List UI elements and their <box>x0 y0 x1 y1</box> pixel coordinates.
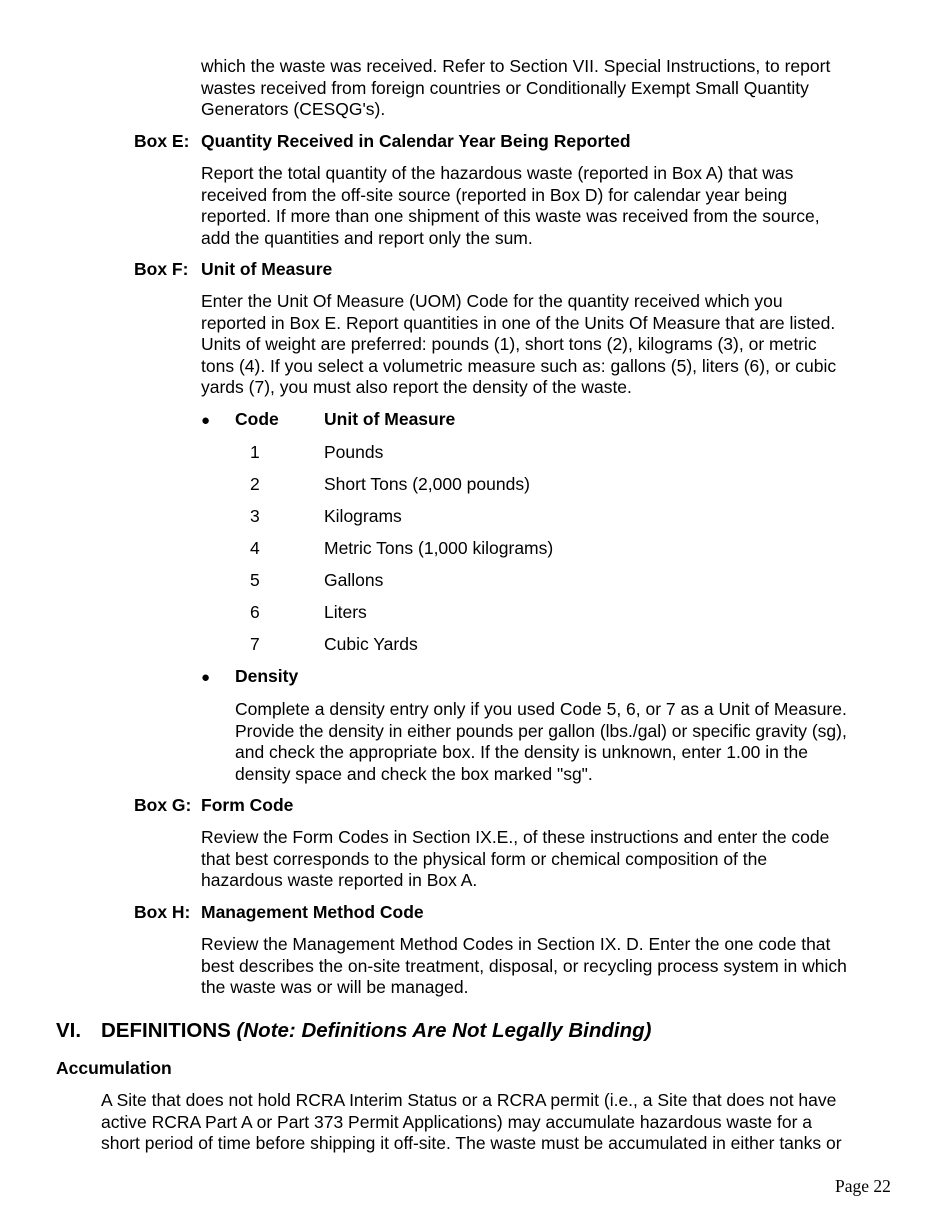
text-line: Units of weight are preferred: pounds (1), short tons (2), kilograms (3), or metric <box>201 334 817 354</box>
box-h-paragraph <box>201 934 901 999</box>
uom-code: 3 <box>250 506 260 526</box>
box-g-title: Form Code <box>201 795 294 815</box>
uom-code: 2 <box>250 474 260 494</box>
box-g-heading <box>134 795 293 817</box>
uom-header-code: Code <box>235 409 279 429</box>
uom-unit: Short Tons (2,000 pounds) <box>324 474 530 494</box>
text-line: received from the off-site source (reported in Box D) for calendar year being <box>201 184 788 205</box>
intro-paragraph <box>201 56 901 121</box>
uom-table-header <box>201 409 279 432</box>
density-heading <box>201 666 298 689</box>
text-line: Enter the Unit Of Measure (UOM) Code for the quantity received which you <box>201 291 783 311</box>
box-g-paragraph <box>201 827 901 892</box>
box-g-label: Box G: <box>134 795 192 815</box>
box-e-title: Quantity Received in Calendar Year Being Reported <box>201 131 631 151</box>
text-line: short period of time before shipping it off-site. The waste must be accumulated in either tanks or <box>101 1133 842 1153</box>
box-h-label: Box H: <box>134 902 191 922</box>
density-title: Density <box>235 666 299 686</box>
text-line: which the waste was received. Refer to Section VII. Special Instructions, to report <box>201 56 831 76</box>
section-number: VI. <box>56 1019 82 1042</box>
uom-header-unit: Unit of Measure <box>324 409 456 429</box>
text-line: hazardous waste reported in Box A. <box>201 870 478 890</box>
text-line: the waste was or will be managed. <box>201 977 469 997</box>
text-line: Complete a density entry only if you used Code 5, 6, or 7 as a Unit of Measure. <box>235 699 847 719</box>
uom-code: 6 <box>250 602 260 622</box>
uom-unit: Gallons <box>324 570 384 590</box>
text-line: active RCRA Part A or Part 373 Permit Applications) may accumulate hazardous waste for a <box>101 1111 813 1132</box>
text-line: reported. If more than one shipment of this waste was received from the source, <box>201 206 820 226</box>
box-f-label: Box F: <box>134 259 189 279</box>
text-line: Provide the density in either pounds per gallon (lbs./gal) or specific gravity (sg), <box>235 720 847 741</box>
text-line: density space and check the box marked "sg". <box>235 763 593 784</box>
page-number: Page 22 <box>835 1176 891 1196</box>
text-line: Review the Management Method Codes in Section IX. D. Enter the one code that <box>201 934 831 954</box>
density-paragraph <box>235 699 915 785</box>
text-line: A Site that does not hold RCRA Interim Status or a RCRA permit (i.e., a Site that does not have <box>101 1090 837 1110</box>
text-line: and check the appropriate box. If the density is unknown, enter 1.00 in the <box>235 742 809 762</box>
text-line: that best corresponds to the physical form or chemical composition of the <box>201 848 768 869</box>
text-line: best describes the on-site treatment, disposal, or recycling process system in which <box>201 955 847 976</box>
section-title: DEFINITIONS <box>101 1019 231 1042</box>
uom-code: 5 <box>250 570 260 590</box>
uom-unit: Cubic Yards <box>324 634 418 654</box>
uom-unit: Pounds <box>324 442 384 462</box>
definition-paragraph <box>101 1090 921 1155</box>
uom-unit: Liters <box>324 602 367 622</box>
text-line: yards (7), you must also report the density of the waste. <box>201 377 632 397</box>
box-e-heading <box>134 131 631 153</box>
text-line: add the quantities and report only the sum. <box>201 227 533 248</box>
box-f-title: Unit of Measure <box>201 259 333 279</box>
uom-code: 7 <box>250 634 260 654</box>
uom-unit: Kilograms <box>324 506 402 526</box>
text-line: Review the Form Codes in Section IX.E., of these instructions and enter the code <box>201 827 830 847</box>
text-line: Generators (CESQG's). <box>201 99 386 119</box>
text-line: Report the total quantity of the hazardous waste (reported in Box A) that was <box>201 163 794 183</box>
text-line: wastes received from foreign countries or Conditionally Exempt Small Quantity <box>201 77 809 98</box>
section-heading <box>56 1020 651 1042</box>
box-f-paragraph <box>201 291 901 399</box>
box-h-heading <box>134 902 424 924</box>
text-line: reported in Box E. Report quantities in one of the Units Of Measure that are listed. <box>201 312 836 333</box>
bullet-icon: ● <box>201 412 211 429</box>
definition-heading: Accumulation <box>56 1058 172 1078</box>
text-line: tons (4). If you select a volumetric measure such as: gallons (5), liters (6), or cubic <box>201 355 837 376</box>
box-e-paragraph <box>201 163 901 249</box>
uom-code: 1 <box>250 442 260 462</box>
box-h-title: Management Method Code <box>201 902 424 922</box>
uom-code: 4 <box>250 538 260 558</box>
section-note: (Note: Definitions Are Not Legally Binding) <box>236 1019 652 1042</box>
bullet-icon: ● <box>201 669 211 686</box>
box-f-heading <box>134 259 332 281</box>
uom-unit: Metric Tons (1,000 kilograms) <box>324 538 554 558</box>
box-e-label: Box E: <box>134 131 190 151</box>
